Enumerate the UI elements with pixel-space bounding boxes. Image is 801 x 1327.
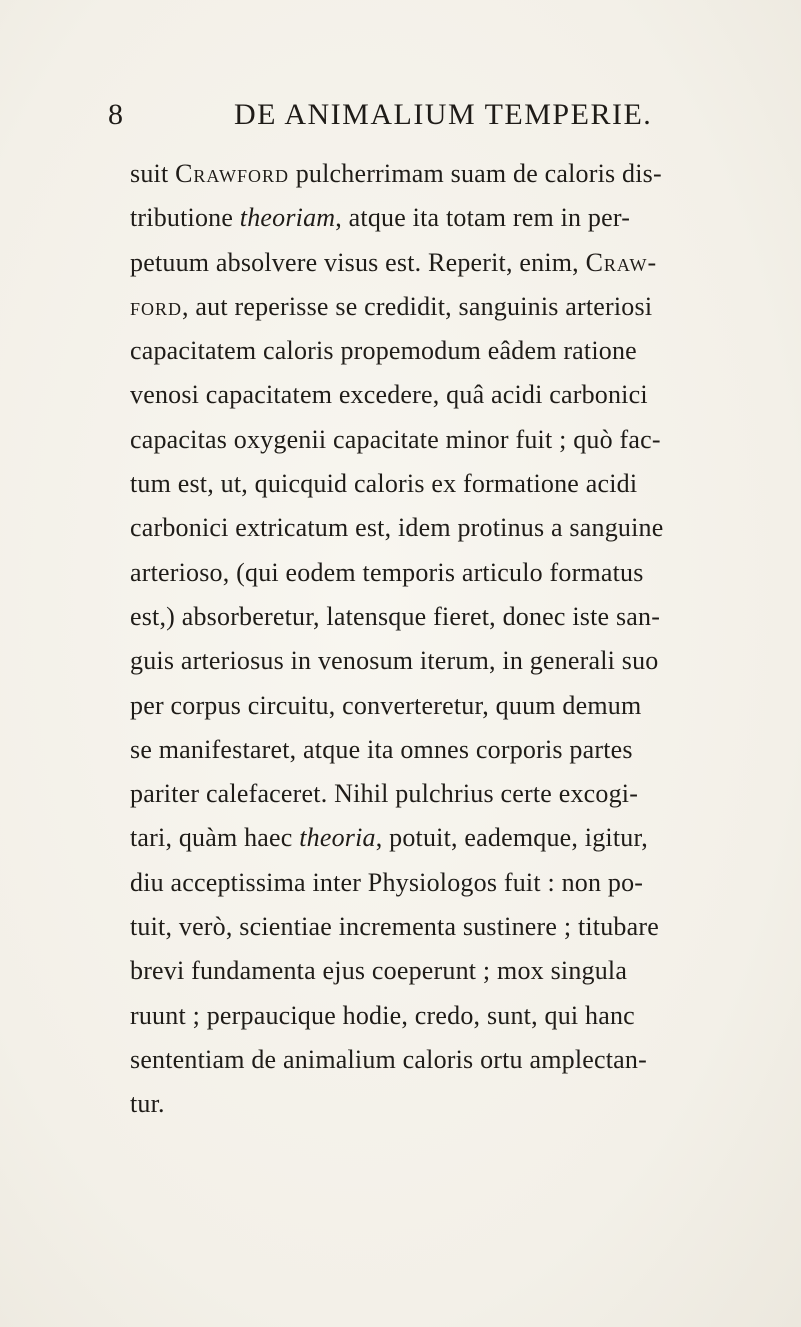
text-segment: , atque ita totam rem in per- [335,203,631,233]
text-segment: venosi capacitatem excedere, quâ acidi carbonici [130,380,648,410]
text-segment: brevi fundamenta ejus coeperunt ; mox singula [130,956,628,986]
text-segment: tur. [130,1089,165,1119]
text-line [130,684,770,728]
text-segment: sententiam de animalium caloris ortu amplectan- [130,1044,647,1074]
text-line [130,861,770,905]
text-line [130,462,770,506]
text-segment: capacitas oxygenii capacitate minor fuit ; quò fac- [130,424,661,454]
page-header [108,98,708,138]
text-line [130,373,770,417]
text-segment: arterioso, (qui eodem temporis articulo formatus [130,557,644,587]
text-line [130,816,770,860]
text-segment: pariter calefaceret. Nihil pulchrius certe excogi- [130,779,639,809]
text-segment: capacitatem caloris propemodum eâdem ratione [130,336,637,366]
text-line [130,1082,770,1126]
text-line [130,285,770,329]
author-name-smallcaps: Craw- [585,247,658,277]
text-segment: tari, quàm haec [130,823,300,853]
text-line [130,994,770,1038]
text-segment: tributione [130,203,240,233]
italic-term: theoria [299,823,376,853]
italic-term: theoriam [239,203,336,233]
author-name-smallcaps: Crawford [175,159,289,188]
text-segment: guis arteriosus in venosum iterum, in generali suo [130,646,659,676]
text-line [130,595,770,639]
text-segment: carbonici extricatum est, idem protinus a sanguine [130,513,664,543]
text-segment: suit [130,159,176,188]
text-line [130,418,770,462]
text-line [130,196,770,240]
text-segment: tum est, ut, quicquid caloris ex formatione acidi [130,469,638,499]
text-segment: est,) absorberetur, latensque fieret, donec iste san- [130,601,661,631]
text-line [130,551,770,595]
text-segment: , potuit, eademque, igitur, [375,823,648,853]
text-segment: pulcherrimam suam de caloris dis- [289,159,662,188]
text-segment: per corpus circuitu, converteretur, quum demum [130,690,642,720]
text-line [130,905,770,949]
text-line [130,329,770,373]
text-segment: tuit, verò, scientiae incrementa sustinere ; titubare [130,912,659,942]
text-segment: petuum absolvere visus est. Reperit, enim, [130,247,586,277]
text-line [130,241,770,285]
text-segment: diu acceptissima inter Physiologos fuit : non po- [130,867,644,897]
page-number: 8 [108,98,124,131]
text-line [130,772,770,816]
body-text [130,152,770,1127]
text-line [130,152,770,196]
author-name-smallcaps: ford [130,291,183,321]
text-line [130,1038,770,1082]
running-title: DE ANIMALIUM TEMPERIE. [234,98,653,131]
text-line [130,506,770,550]
text-line [130,728,770,772]
text-line [130,949,770,993]
text-line [130,639,770,683]
text-segment: ruunt ; perpaucique hodie, credo, sunt, qui hanc [130,1000,635,1030]
text-segment: se manifestaret, atque ita omnes corporis partes [130,734,633,764]
text-segment: , aut reperisse se credidit, sanguinis arteriosi [182,291,653,321]
